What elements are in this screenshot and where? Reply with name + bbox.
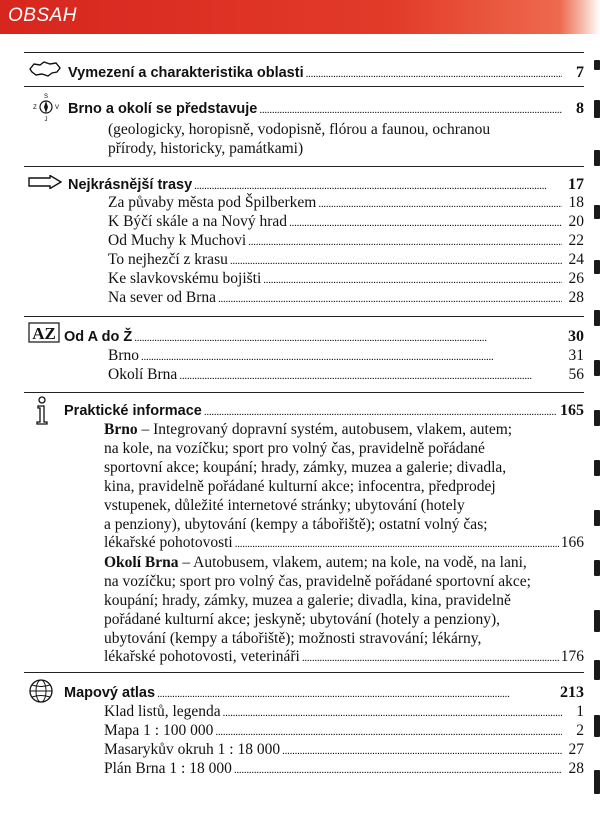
- okoli-info-text: – Autobusem, vlakem, autem; na kole, na vodě, na lani,: [182, 554, 527, 571]
- toc-subentry-label: Od Muchy k Muchovi: [108, 232, 247, 249]
- okoli-info-line: pořádané kulturní akce; jeskyně; ubytování (hotely a penziony),: [104, 611, 500, 628]
- toc-subentry-label: Na sever od Brna: [108, 289, 217, 306]
- toc-subentry-label: Za půvaby města pod Špilberkem: [108, 194, 317, 211]
- section-rule: [24, 672, 584, 673]
- toc-entry-page: 17: [568, 176, 584, 193]
- dot-leader: [318, 194, 562, 212]
- toc-subentry-label: K Býčí skále a na Nový hrad: [108, 213, 288, 230]
- toc-subentry-page: 2: [576, 722, 584, 739]
- toc-subentry-page: 176: [560, 648, 584, 665]
- toc-entry-label: Praktické informace: [64, 403, 202, 419]
- okoli-info-heading: Okolí Brna: [104, 554, 179, 571]
- toc-entry-label: Nejkrásnější trasy: [68, 177, 193, 193]
- toc-subentry-label: To nejhezčí z krasu: [108, 251, 228, 268]
- dot-leader: [179, 366, 562, 384]
- dot-leader: [204, 402, 558, 420]
- page-title: OBSAH: [8, 5, 78, 26]
- toc-subentry-label: Okolí Brna: [108, 366, 178, 383]
- toc-entry-trasy[interactable]: [68, 176, 584, 196]
- toc-entry-page: 165: [560, 402, 584, 419]
- toc-subentry-label: Brno: [108, 347, 139, 364]
- binding-mark: [594, 310, 600, 326]
- binding-mark: [594, 715, 600, 737]
- dot-leader: [218, 289, 562, 307]
- binding-mark: [594, 510, 600, 526]
- toc-entry-page: 8: [576, 100, 584, 117]
- section-vymezeni: [24, 52, 584, 86]
- globe-icon: [28, 678, 54, 704]
- toc-entry-a-do-z[interactable]: [64, 328, 584, 348]
- toc-entry-label: Brno a okolí se představuje: [68, 101, 258, 117]
- toc-subentry[interactable]: [104, 722, 584, 742]
- brno-info-line: a penziony), ubytování (kempy a tábořiště); ostatní volný čas;: [104, 516, 488, 533]
- toc-subentry-page: 166: [560, 534, 584, 551]
- compass-letter-s: J: [44, 117, 48, 122]
- okoli-info-line: na vozíčku; sport pro volný čas, pravidelně pořádané sportovní akce;: [104, 573, 531, 590]
- toc-subentry-label: Mapa 1 : 100 000: [104, 722, 214, 739]
- toc-entry-label: Mapový atlas: [64, 685, 156, 701]
- header-bar: [0, 0, 560, 34]
- toc-subentry[interactable]: [104, 741, 584, 761]
- toc-entry-page: 30: [568, 328, 584, 345]
- okoli-info-line: [104, 553, 527, 572]
- toc-subentry-label: lékařské pohotovosti: [104, 534, 233, 551]
- binding-mark: [594, 360, 600, 376]
- toc-subentry-page: 1: [576, 703, 584, 720]
- toc-entry-vymezeni[interactable]: [68, 64, 584, 84]
- dot-leader: [282, 741, 562, 759]
- brno-info-text: – Integrovaný dopravní systém, autobusem, vlakem, autem;: [141, 421, 513, 438]
- toc-subentry-page: 24: [568, 251, 584, 268]
- binding-mark: [594, 770, 600, 794]
- toc-entry-prakticke[interactable]: [64, 402, 584, 422]
- binding-mark: [594, 410, 600, 426]
- section-a-do-z: [24, 316, 584, 392]
- dot-leader: [194, 176, 562, 194]
- section-note-line: přírody, historicky, památkami): [108, 140, 304, 157]
- compass-letter-w: Z: [33, 105, 37, 111]
- header-fade: [560, 0, 600, 34]
- toc-subentry-page: 22: [568, 232, 584, 249]
- brno-info-heading: Brno: [104, 421, 138, 438]
- toc-subentry-label: Klad listů, legenda: [104, 703, 221, 720]
- dot-leader: [223, 703, 562, 721]
- toc-subentry-page: 26: [568, 270, 584, 287]
- binding-mark: [594, 205, 600, 219]
- dot-leader: [302, 648, 559, 666]
- brno-info-line: kina, pravidelně pořádané kulturní akce; infocentra, předprodej: [104, 478, 496, 495]
- toc-subentry[interactable]: [104, 703, 584, 723]
- section-rule: [24, 86, 584, 87]
- brno-info-line: na kole, na vozíčku; sport pro volný čas, pravidelně pořádané: [104, 440, 485, 457]
- binding-mark: [594, 660, 600, 680]
- toc-subentry[interactable]: [104, 760, 584, 780]
- brno-info-line: sportovní akce; koupání; hrady, zámky, muzea a galerie; divadla,: [104, 459, 507, 476]
- toc-entry-atlas[interactable]: [64, 684, 584, 704]
- toc-subentry-page: 18: [568, 194, 584, 211]
- section-note-line: (geologicky, horopisně, vodopisně, flórou a faunou, ochranou: [108, 121, 491, 138]
- section-rule: [24, 52, 584, 53]
- brno-info-line: [104, 420, 512, 439]
- compass-letter-e: V: [54, 105, 60, 111]
- toc-entry-page: 7: [576, 64, 584, 81]
- binding-mark: [594, 610, 600, 632]
- map-outline-icon: [28, 60, 62, 78]
- toc-subentry-label: Masarykův okruh 1 : 18 000: [104, 741, 281, 758]
- binding-mark: [594, 150, 600, 166]
- dot-leader: [263, 270, 562, 288]
- okoli-info-line: ubytování (kempy a tábořiště); možnosti stravování; lékárny,: [104, 630, 482, 647]
- dot-leader: [141, 347, 562, 365]
- toc-entry-label: Od A do Ž: [64, 329, 133, 345]
- toc-subentry-page: 27: [568, 741, 584, 758]
- compass-icon: [32, 92, 60, 122]
- toc-subentry-page: 28: [568, 289, 584, 306]
- toc-entry-page: 213: [560, 684, 584, 701]
- arrow-icon: [28, 175, 62, 189]
- toc-subentry-brno[interactable]: [104, 534, 584, 554]
- dot-leader: [248, 232, 562, 250]
- brno-info-line: vstupenek, důležité internetové stránky; ubytování (hotely: [104, 497, 465, 514]
- dot-leader: [134, 328, 562, 346]
- compass-letter-n: S: [43, 94, 49, 100]
- toc-subentry[interactable]: [108, 366, 584, 386]
- az-icon: [28, 322, 62, 344]
- toc-subentry-page: 56: [568, 366, 584, 383]
- dot-leader: [234, 760, 562, 778]
- dot-leader: [157, 684, 558, 702]
- az-icon-text: AZ: [32, 324, 56, 343]
- binding-mark: [594, 560, 600, 576]
- toc-subentry-page: 28: [568, 760, 584, 777]
- okoli-info-line: koupání; hrady, zámky, muzea a galerie; divadla, kina, pravidelně: [104, 592, 511, 609]
- toc-subentry[interactable]: [108, 347, 584, 367]
- section-trasy: [24, 166, 584, 316]
- toc-entry-brno-predstavuje[interactable]: [68, 100, 584, 120]
- toc-subentry-page: 31: [568, 347, 584, 364]
- dot-leader: [289, 213, 562, 231]
- toc-subentry-okoli[interactable]: [104, 648, 584, 668]
- dot-leader: [230, 251, 562, 269]
- toc-subentry[interactable]: [108, 289, 584, 309]
- section-rule: [24, 166, 584, 167]
- section-rule: [24, 392, 584, 393]
- dot-leader: [306, 64, 562, 82]
- section-prakticke: [24, 392, 584, 672]
- toc-subentry[interactable]: [108, 270, 584, 290]
- section-brno-predstavuje: [24, 86, 584, 166]
- dot-leader: [215, 722, 562, 740]
- toc-subentry-label: Plán Brna 1 : 18 000: [104, 760, 232, 777]
- toc-subentry-page: 20: [568, 213, 584, 230]
- dot-leader: [235, 534, 559, 552]
- toc-subentry-label: lékařské pohotovosti, veterináři: [104, 648, 300, 665]
- binding-mark: [594, 100, 600, 118]
- section-atlas: [24, 672, 584, 792]
- binding-mark: [594, 460, 600, 476]
- section-rule: [24, 316, 584, 317]
- toc-subentry[interactable]: [108, 251, 584, 271]
- toc-subentry[interactable]: [108, 194, 584, 214]
- toc-subentry-label: Ke slavkovskému bojišti: [108, 270, 262, 287]
- toc-subentry[interactable]: [108, 213, 584, 233]
- toc-entry-label: Vymezení a charakteristika oblasti: [68, 65, 304, 81]
- dot-leader: [259, 100, 562, 118]
- info-icon: [34, 396, 50, 426]
- toc-subentry[interactable]: [108, 232, 584, 252]
- binding-mark: [594, 260, 600, 274]
- binding-mark: [594, 60, 600, 70]
